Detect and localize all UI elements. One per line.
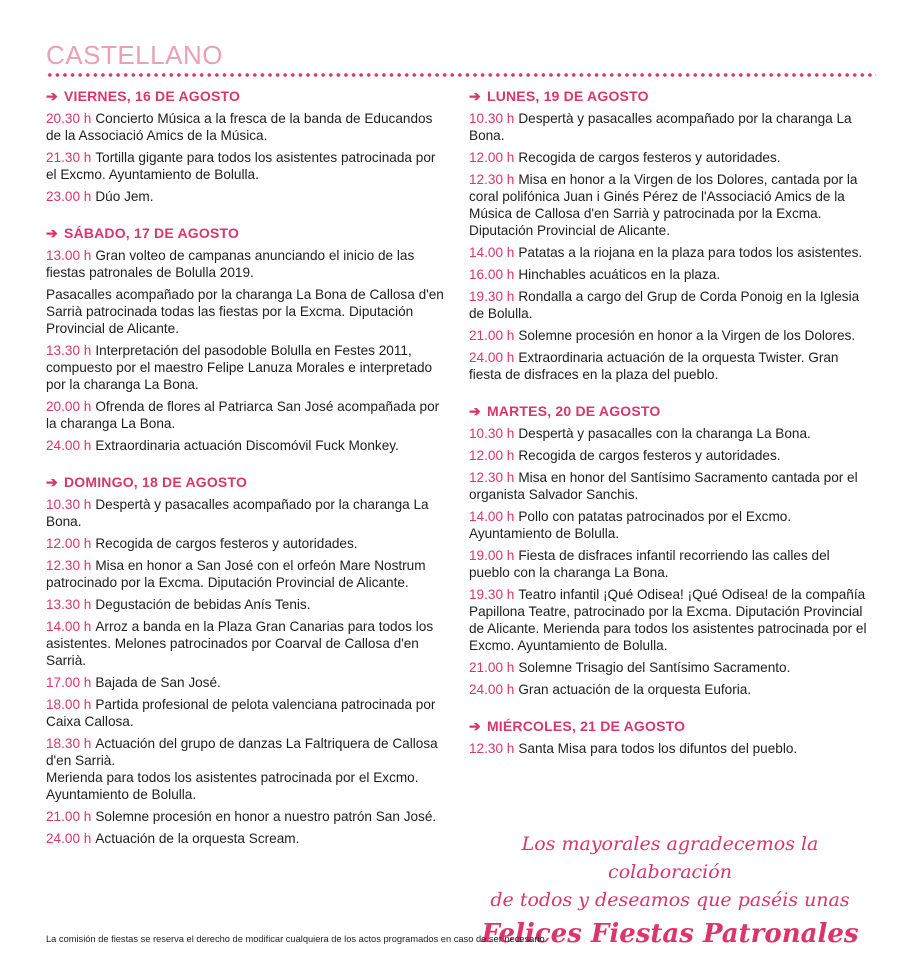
event-text: Arroz a banda en la Plaza Gran Canarias para todos los asistentes. Melones patrocinados por Coarval de Callosa d'en Sarrià. bbox=[46, 619, 434, 668]
day-block bbox=[46, 88, 446, 205]
event-text: Bajada de San José. bbox=[95, 675, 221, 690]
event-text: Santa Misa para todos los difuntos del pueblo. bbox=[518, 741, 798, 756]
arrow-right-icon: ➔ bbox=[469, 88, 481, 104]
event-text: Actuación del grupo de danzas La Faltriquera de Callosa d'en Sarrià. bbox=[46, 736, 438, 768]
event-text: Pollo con patatas patrocinados por el Excmo. Ayuntamiento de Bolulla. bbox=[469, 509, 792, 541]
event-item bbox=[469, 349, 874, 383]
event-item bbox=[46, 596, 446, 613]
event-item bbox=[469, 327, 874, 344]
event-time: 16.00 h bbox=[469, 267, 515, 282]
event-time: 12.30 h bbox=[469, 470, 515, 485]
event-text: Gran actuación de la orquesta Euforia. bbox=[518, 682, 752, 697]
event-item bbox=[46, 557, 446, 591]
event-text: Interpretación del pasodoble Bolulla en Festes 2011, compuesto por el maestro Felipe Lanuza Morales e interpretado por la charanga La Bona. bbox=[46, 343, 433, 392]
event-time: 24.00 h bbox=[46, 438, 92, 453]
day-header: ➔ MIÉRCOLES, 21 DE AGOSTO bbox=[469, 718, 686, 734]
event-item bbox=[469, 586, 874, 654]
event-time: 23.00 h bbox=[46, 189, 92, 204]
event-text: Dúo Jem. bbox=[95, 189, 154, 204]
event-item bbox=[469, 171, 874, 239]
event-text: Misa en honor del Santísimo Sacramento cantada por el organista Salvador Sanchis. bbox=[469, 470, 858, 502]
event-time: 20.00 h bbox=[46, 399, 92, 414]
event-item bbox=[46, 830, 446, 847]
event-text: Solemne procesión en honor a la Virgen de los Dolores. bbox=[518, 328, 856, 343]
event-item bbox=[46, 398, 446, 432]
event-item bbox=[469, 659, 874, 676]
event-time: 21.00 h bbox=[46, 809, 92, 824]
event-text: Fiesta de disfraces infantil recorriendo las calles del pueblo con la charanga La Bona. bbox=[469, 548, 830, 580]
event-time: 18.00 h bbox=[46, 697, 92, 712]
arrow-right-icon: ➔ bbox=[469, 718, 481, 734]
event-time: 19.30 h bbox=[469, 587, 515, 602]
event-item bbox=[46, 437, 446, 454]
event-time: 14.00 h bbox=[469, 509, 515, 524]
event-item bbox=[469, 681, 874, 698]
event-item bbox=[46, 769, 446, 803]
arrow-right-icon: ➔ bbox=[469, 403, 481, 419]
event-text: Ofrenda de flores al Patriarca San José acompañada por la charanga La Bona. bbox=[46, 399, 440, 431]
event-text: Pasacalles acompañado por la charanga La Bona de Callosa d'en Sarrià patrocinada todas las fiestas por la Excma. Diputación Provincial de Alicante. bbox=[46, 287, 444, 336]
event-item bbox=[469, 266, 874, 283]
arrow-right-icon: ➔ bbox=[46, 88, 58, 104]
arrow-right-icon: ➔ bbox=[46, 225, 58, 241]
event-time: 12.30 h bbox=[46, 558, 92, 573]
dotted-divider bbox=[46, 72, 876, 78]
event-text: Misa en honor a San José con el orfeón Mare Nostrum patrocinado por la Excma. Diputación Provincial de Alicante. bbox=[46, 558, 426, 590]
event-time: 24.00 h bbox=[469, 350, 515, 365]
thanks-line-2: de todos y deseamos que paséis unas bbox=[490, 889, 850, 911]
event-text: Gran volteo de campanas anunciando el inicio de las fiestas patronales de Bolulla 2019. bbox=[46, 248, 415, 280]
event-text: Extraordinaria actuación de la orquesta Twister. Gran fiesta de disfraces en la plaza del pueblo. bbox=[469, 350, 839, 382]
event-item bbox=[46, 808, 446, 825]
event-item bbox=[46, 188, 446, 205]
event-text: Tortilla gigante para todos los asistentes patrocinada por el Excmo. Ayuntamiento de Bolulla. bbox=[46, 150, 436, 182]
event-item bbox=[46, 535, 446, 552]
event-time: 21.00 h bbox=[469, 660, 515, 675]
event-item bbox=[46, 674, 446, 691]
event-item bbox=[469, 447, 874, 464]
event-time: 14.00 h bbox=[469, 245, 515, 260]
day-header: ➔ MARTES, 20 DE AGOSTO bbox=[469, 403, 661, 419]
event-item bbox=[46, 618, 446, 669]
event-item bbox=[46, 247, 446, 281]
event-time: 12.00 h bbox=[469, 150, 515, 165]
event-time: 12.00 h bbox=[469, 448, 515, 463]
event-text: Merienda para todos los asistentes patrocinada por el Excmo. Ayuntamiento de Bolulla. bbox=[46, 770, 419, 802]
event-text: Recogida de cargos festeros y autoridades. bbox=[518, 448, 781, 463]
day-block bbox=[469, 403, 874, 698]
day-block bbox=[46, 225, 446, 454]
event-time: 20.30 h bbox=[46, 111, 92, 126]
day-header: ➔ LUNES, 19 DE AGOSTO bbox=[469, 88, 649, 104]
day-header: ➔ VIERNES, 16 DE AGOSTO bbox=[46, 88, 241, 104]
event-text: Recogida de cargos festeros y autoridades. bbox=[518, 150, 781, 165]
event-text: Partida profesional de pelota valenciana patrocinada por Caixa Callosa. bbox=[46, 697, 436, 729]
event-time: 24.00 h bbox=[46, 831, 92, 846]
event-item bbox=[469, 508, 874, 542]
arrow-right-icon: ➔ bbox=[46, 474, 58, 490]
event-text: Despertà y pasacalles acompañado por la charanga La Bona. bbox=[469, 111, 852, 143]
event-text: Patatas a la riojana en la plaza para todos los asistentes. bbox=[518, 245, 863, 260]
event-text: Degustación de bebidas Anís Tenis. bbox=[95, 597, 311, 612]
event-time: 18.30 h bbox=[46, 736, 92, 751]
event-text: Teatro infantil ¡Qué Odisea! ¡Qué Odisea! de la compañía Papillona Teatre, patrocinado por la Excma. Diputación Provincial de Alicante. Merienda para todos los asistentes patrocinada por el Excmo. Ayuntamiento de Bolulla. bbox=[469, 587, 867, 653]
event-item bbox=[46, 735, 446, 769]
section-title: CASTELLANO bbox=[46, 40, 223, 70]
right-column bbox=[469, 88, 874, 777]
event-time: 19.30 h bbox=[469, 289, 515, 304]
event-text: Concierto Música a la fresca de la banda de Educandos de la Associació Amics de la Música. bbox=[46, 111, 433, 143]
event-text: Recogida de cargos festeros y autoridades. bbox=[95, 536, 358, 551]
event-item bbox=[469, 110, 874, 144]
event-text: Extraordinaria actuación Discomóvil Fuck Monkey. bbox=[95, 438, 399, 453]
event-time: 10.30 h bbox=[469, 111, 515, 126]
event-item bbox=[46, 342, 446, 393]
event-time: 10.30 h bbox=[46, 497, 92, 512]
event-time: 24.00 h bbox=[469, 682, 515, 697]
event-text: Despertà y pasacalles acompañado por la charanga La Bona. bbox=[46, 497, 429, 529]
event-text: Misa en honor a la Virgen de los Dolores, cantada por la coral polifónica Juan i Ginés Pérez de l'Associació Amics de la Música de Callosa d'en Sarrià y patrocinada por la Excma. Diputación Provincial de Alicante. bbox=[469, 172, 858, 238]
event-text: Actuación de la orquesta Scream. bbox=[95, 831, 300, 846]
event-text: Rondalla a cargo del Grup de Corda Ponoig en la Iglesia de Bolulla. bbox=[469, 289, 860, 321]
day-header: ➔ DOMINGO, 18 DE AGOSTO bbox=[46, 474, 248, 490]
event-item bbox=[46, 149, 446, 183]
event-text: Hinchables acuáticos en la plaza. bbox=[518, 267, 721, 282]
event-time: 19.00 h bbox=[469, 548, 515, 563]
event-time: 12.30 h bbox=[469, 741, 515, 756]
event-item bbox=[469, 288, 874, 322]
event-item bbox=[469, 469, 874, 503]
event-item bbox=[469, 547, 874, 581]
event-time: 13.30 h bbox=[46, 343, 92, 358]
event-item bbox=[46, 696, 446, 730]
thanks-line-3: Felices Fiestas Patronales bbox=[481, 919, 859, 949]
event-item bbox=[46, 110, 446, 144]
thanks-line-1: Los mayorales agradecemos la colaboración bbox=[521, 833, 819, 883]
event-time: 12.00 h bbox=[46, 536, 92, 551]
day-header: ➔ SÁBADO, 17 DE AGOSTO bbox=[46, 225, 240, 241]
event-text: Despertà y pasacalles con la charanga La Bona. bbox=[518, 426, 811, 441]
event-time: 13.30 h bbox=[46, 597, 92, 612]
left-column bbox=[46, 88, 446, 867]
event-time: 10.30 h bbox=[469, 426, 515, 441]
day-block bbox=[46, 474, 446, 847]
event-time: 17.00 h bbox=[46, 675, 92, 690]
event-item bbox=[46, 286, 446, 337]
event-time: 12.30 h bbox=[469, 172, 515, 187]
footnote: La comisión de fiestas se reserva el derecho de modificar cualquiera de los actos programados en caso de ser necesario. bbox=[46, 934, 548, 944]
day-block bbox=[469, 718, 874, 757]
event-item bbox=[469, 740, 874, 757]
event-item bbox=[46, 496, 446, 530]
event-time: 21.00 h bbox=[469, 328, 515, 343]
event-time: 21.30 h bbox=[46, 150, 92, 165]
day-block bbox=[469, 88, 874, 383]
event-text: Solemne procesión en honor a nuestro patrón San José. bbox=[95, 809, 437, 824]
event-item bbox=[469, 425, 874, 442]
event-text: Solemne Trisagio del Santísimo Sacramento. bbox=[518, 660, 791, 675]
event-item bbox=[469, 149, 874, 166]
event-time: 13.00 h bbox=[46, 248, 92, 263]
event-item bbox=[469, 244, 874, 261]
event-time: 14.00 h bbox=[46, 619, 92, 634]
